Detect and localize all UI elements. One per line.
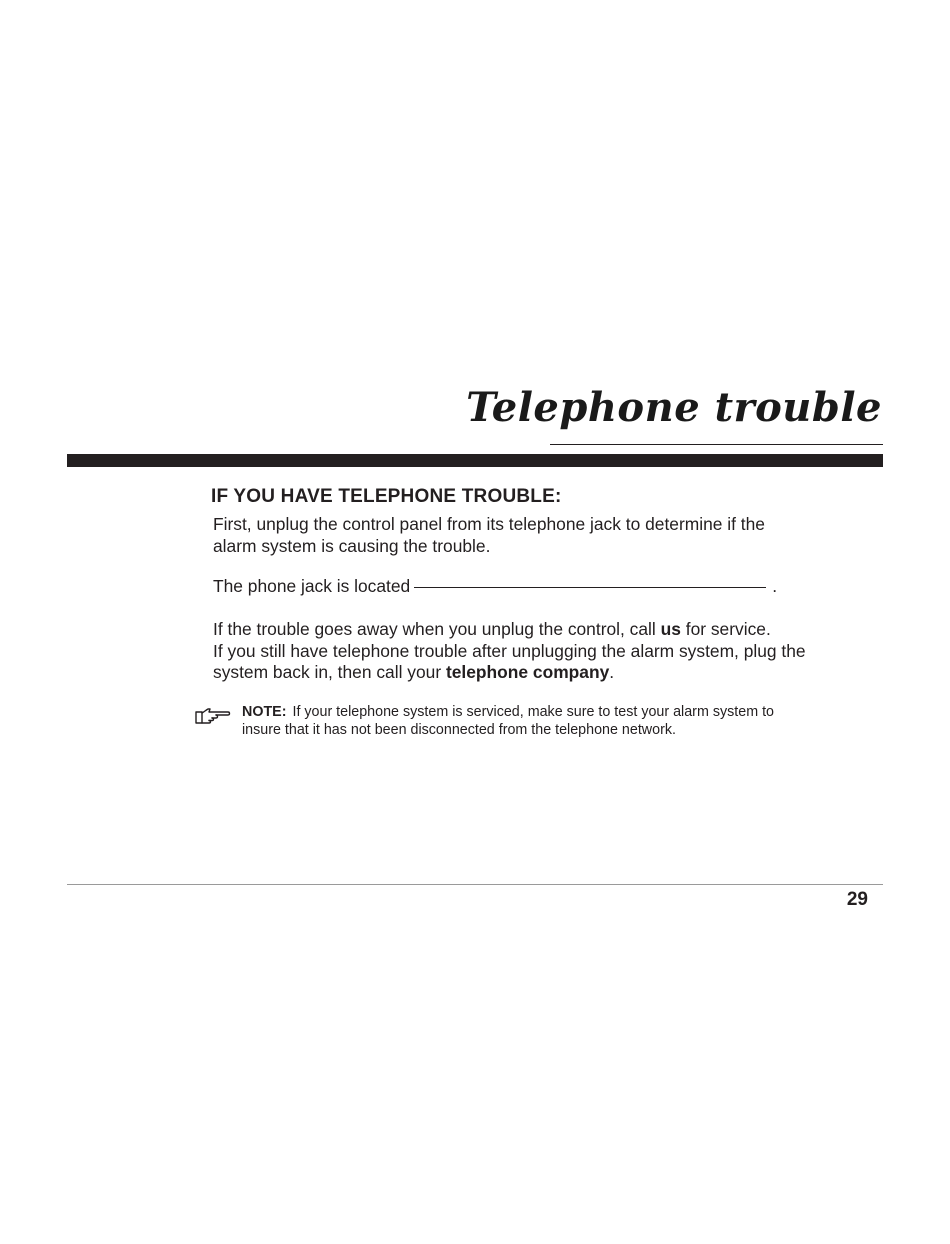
paragraph-service-line1 [213, 619, 806, 641]
note-block [242, 703, 774, 739]
note-line1 [242, 703, 774, 721]
service-line1-end: for service. [680, 619, 771, 639]
jack-location-blank-line [414, 587, 766, 588]
telephone-company-emphasis: telephone company [445, 662, 610, 682]
jack-location-period: . [772, 576, 778, 596]
paragraph-service-line3 [213, 662, 806, 684]
paragraph-unplug [213, 514, 765, 557]
footer-divider [67, 884, 883, 885]
service-line1-text: If the trouble goes away when you unplug the control, call [213, 619, 661, 639]
title-underline [550, 444, 883, 445]
service-us-emphasis: us [660, 619, 681, 639]
paragraph-service-line2: If you still have telephone trouble after unplugging the alarm system, plug the [213, 640, 806, 661]
header-band [67, 454, 883, 467]
paragraph-jack-location [213, 576, 777, 598]
note-text-line1: If your telephone system is serviced, make sure to test your alarm system to [292, 704, 774, 720]
service-line3-text: system back in, then call your [213, 662, 446, 682]
paragraph-unplug-line1: First, unplug the control panel from its telephone jack to determine if the [213, 514, 765, 534]
jack-location-label: The phone jack is located [213, 576, 411, 596]
service-line3-end: . [609, 662, 615, 682]
page-number: 29 [846, 889, 868, 910]
note-label: NOTE: [242, 704, 287, 720]
paragraph-service [213, 619, 806, 684]
page-title: Telephone trouble [466, 384, 882, 431]
note-text-line2: insure that it has not been disconnected from the telephone network. [242, 722, 676, 738]
section-heading: IF YOU HAVE TELEPHONE TROUBLE: [211, 486, 562, 507]
pointing-hand-icon [194, 706, 232, 726]
paragraph-unplug-line2: alarm system is causing the trouble. [213, 535, 491, 556]
